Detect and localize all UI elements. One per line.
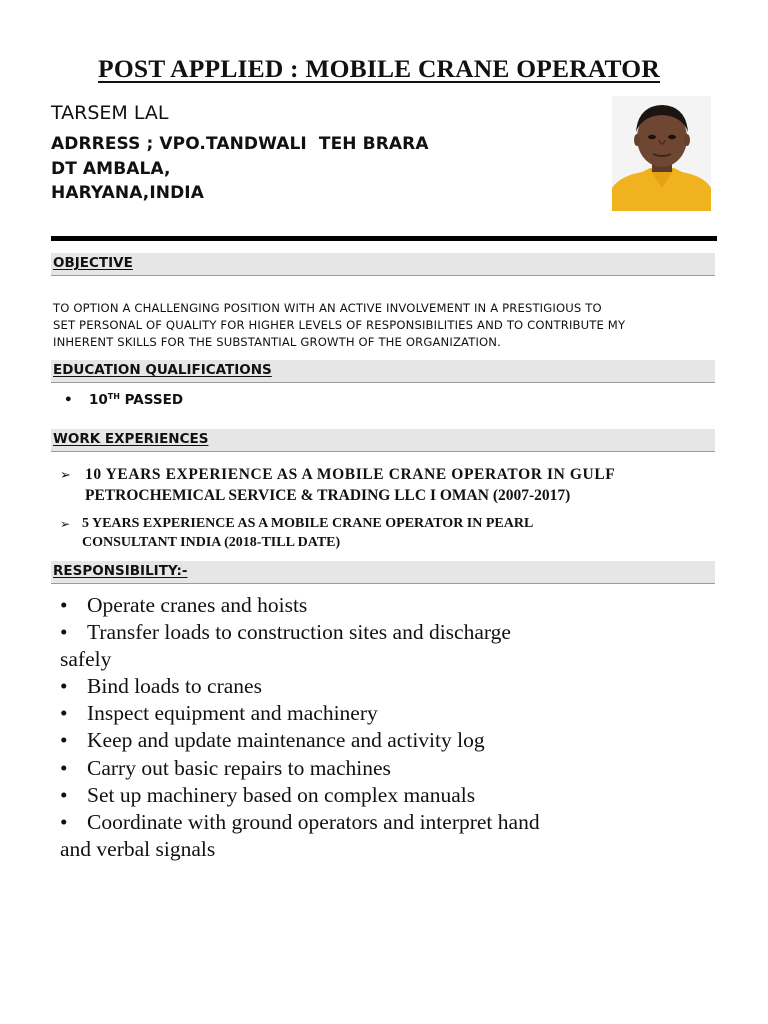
objective-text — [53, 300, 713, 350]
education-heading-text: EDUCATION QUALIFICATIONS — [53, 362, 272, 378]
bullet-icon: • — [60, 809, 68, 834]
education-item — [64, 392, 183, 408]
work-item-line: 5 YEARS EXPERIENCE AS A MOBILE CRANE OPERATOR IN PEARL — [82, 516, 534, 531]
bullet-icon: • — [60, 701, 68, 726]
bullet-icon: • — [60, 674, 68, 699]
address-line-3: HARYANA,INDIA — [51, 183, 204, 203]
objective-line: INHERENT SKILLS FOR THE SUBSTANTIAL GROWTH OF THE ORGANIZATION. — [53, 334, 501, 349]
bullet-icon: • — [64, 392, 73, 408]
section-work-heading — [51, 429, 715, 452]
bullet-icon: • — [60, 728, 68, 753]
objective-heading-text: OBJECTIVE — [53, 255, 133, 271]
list-item-text: Bind loads to cranes — [87, 674, 262, 699]
list-item-text: Coordinate with ground operators and interpret hand — [87, 809, 540, 834]
work-heading-text: WORK EXPERIENCES — [53, 431, 209, 447]
work-item — [60, 464, 615, 506]
education-status: PASSED — [119, 392, 184, 408]
objective-line: TO OPTION A CHALLENGING POSITION WITH AN ACTIVE INVOLVEMENT IN A PRESTIGIOUS TO — [53, 301, 602, 315]
address-line-2: DT AMBALA, — [51, 159, 171, 179]
list-item — [60, 700, 680, 727]
list-item — [60, 727, 680, 754]
list-item-text: Set up machinery based on complex manuals — [87, 782, 476, 807]
bullet-icon: • — [60, 755, 68, 780]
list-item — [60, 809, 680, 836]
list-item — [60, 782, 680, 809]
list-item-continuation: and verbal signals — [60, 836, 216, 861]
portrait-image — [612, 96, 711, 211]
education-grade-suffix: TH — [107, 392, 120, 401]
bullet-icon: • — [60, 593, 68, 617]
list-item-text: Transfer loads to construction sites and discharge — [87, 620, 511, 645]
section-objective-heading — [51, 253, 715, 276]
list-item-text: Inspect equipment and machinery — [87, 701, 378, 726]
applicant-photo — [612, 96, 711, 211]
responsibility-heading-text: RESPONSIBILITY:- — [53, 563, 188, 579]
work-item — [60, 514, 533, 552]
list-item — [60, 619, 680, 646]
list-item-text: Operate cranes and hoists — [87, 593, 308, 617]
post-title: POST APPLIED : MOBILE CRANE OPERATOR — [98, 54, 660, 83]
list-item-text: Carry out basic repairs to machines — [87, 755, 391, 780]
objective-line: SET PERSONAL OF QUALITY FOR HIGHER LEVELS OF RESPONSIBILITIES AND TO CONTRIBUTE MY — [53, 317, 626, 332]
work-item-line: CONSULTANT INDIA (2018-TILL DATE) — [82, 535, 341, 550]
responsibility-list — [60, 592, 680, 863]
list-item — [60, 673, 680, 700]
section-responsibility-heading — [51, 561, 715, 584]
bullet-icon: • — [60, 620, 68, 645]
bullet-icon: • — [60, 782, 68, 807]
list-item — [60, 592, 680, 619]
arrow-bullet-icon: ➢ — [60, 517, 71, 531]
address-line-1: ADRRESS ; VPO.TANDWALI TEH BRARA — [51, 134, 429, 154]
arrow-bullet-icon: ➢ — [60, 468, 71, 483]
applicant-name: TARSEM LAL — [51, 102, 169, 124]
education-grade: 10 — [89, 392, 108, 408]
work-item-line: 10 YEARS EXPERIENCE AS A MOBILE CRANE OPERATOR IN GULF — [85, 466, 616, 483]
header-divider — [51, 236, 717, 241]
list-item-continuation: safely — [60, 647, 112, 672]
section-education-heading — [51, 360, 715, 383]
list-item — [60, 755, 680, 782]
work-item-line: PETROCHEMICAL SERVICE & TRADING LLC I OMAN (2007-2017) — [85, 487, 571, 504]
list-item-text: Keep and update maintenance and activity log — [87, 728, 485, 753]
